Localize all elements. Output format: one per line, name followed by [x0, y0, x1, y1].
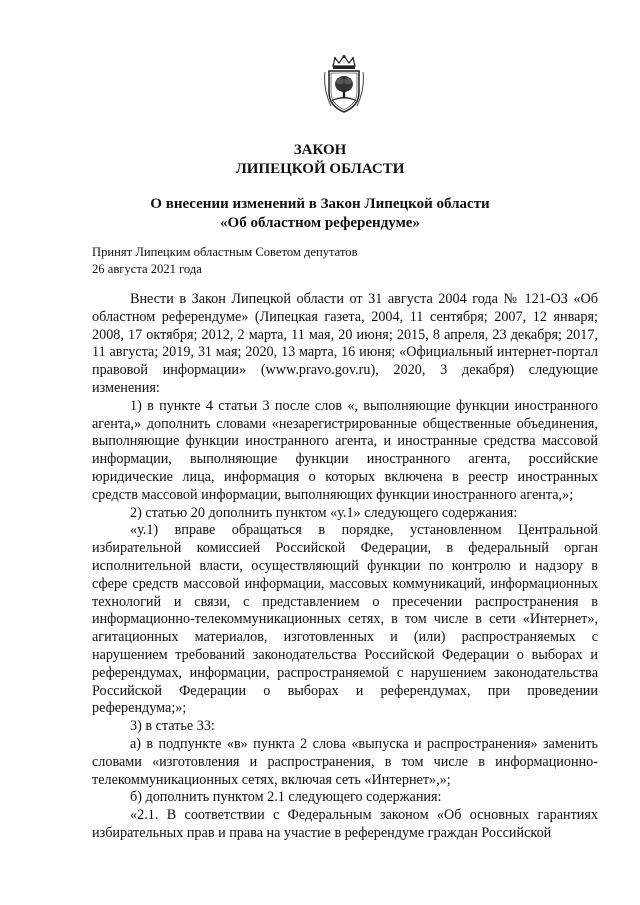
law-subject-line2: «Об областном референдуме»	[220, 215, 420, 231]
region-title: ЛИПЕЦКОЙ ОБЛАСТИ	[235, 161, 405, 177]
quoted-clause-2-1: «2.1. В соответствии с Федеральным законом «Об основных гарантиях избирательных прав и права на участие в референдуме граждан Российской	[92, 807, 598, 841]
quoted-clause-u1: «у.1) вправе обращаться в порядке, установленном Центральной избирательной комиссией Российской Федерации, в федеральный орган исполнительной власти, осуществляющий функции по контролю и надзору в сфере средств массовой информации, массовых коммуникаций, информационных технологий и связи, с представлением о пресечении распространения в информационно-телекоммуникационных сетях, в том числе в сети «Интернет», агитационных материалов, изготовленных и (или) распространяемых с нарушением требований законодательства Российской Федерации о выборах и референдумах, информации, распространяемой с нарушением законодательства Российской Федерации о выборах и референдумах, при проведении референдума;»;	[92, 522, 598, 717]
adoption-note	[92, 244, 358, 278]
law-body	[92, 291, 598, 843]
adoption-body: Принят Липецким областным Советом депутатов	[92, 245, 358, 259]
intro-paragraph: Внести в Закон Липецкой области от 31 августа 2004 года № 121-ОЗ «Об областном референдуме» (Липецкая газета, 2004, 11 сентября; 2007, 12 января; 2008, 17 октября; 2012, 2 марта, 11 мая, 20 июня; 2015, 8 апреля, 23 декабря; 2017, 11 августа; 2019, 31 мая; 2020, 13 марта, 16 июня; «Официальный интернет-портал правовой информации» (www.pravo.gov.ru), 2020, 3 декабря) следующие изменения:	[92, 291, 598, 396]
coat-of-arms-icon	[321, 54, 367, 114]
law-subject-line1: О внесении изменений в Закон Липецкой области	[150, 196, 490, 212]
adoption-date: 26 августа 2021 года	[92, 262, 202, 276]
law-title: ЗАКОН	[293, 142, 347, 158]
sub-item-b: б) дополнить пунктом 2.1 следующего содержания:	[130, 789, 442, 806]
sub-item-a: а) в подпункте «в» пункта 2 слова «выпуска и распространения» заменить словами «изготовления и распространения, в том числе в информационно-телекоммуникационных сетях, включая сеть «Интернет»,»;	[92, 735, 598, 788]
amendment-item-2: 2) статью 20 дополнить пунктом «у.1» следующего содержания:	[130, 504, 518, 521]
amendment-item-1: 1) в пункте 4 статьи 3 после слов «, выполняющие функции иностранного агента,» дополнить словами «незарегистрированные общественные объединения, выполняющие функции иностранного агента, и иностранные средства массовой информации, выполняющие функции иностранного агента, российские юридические лица, информация о которых включена в реестр иностранных средств массовой информации, выполняющих функции иностранного агента,»;	[92, 397, 598, 503]
amendment-item-3: 3) в статье 33:	[130, 718, 215, 735]
